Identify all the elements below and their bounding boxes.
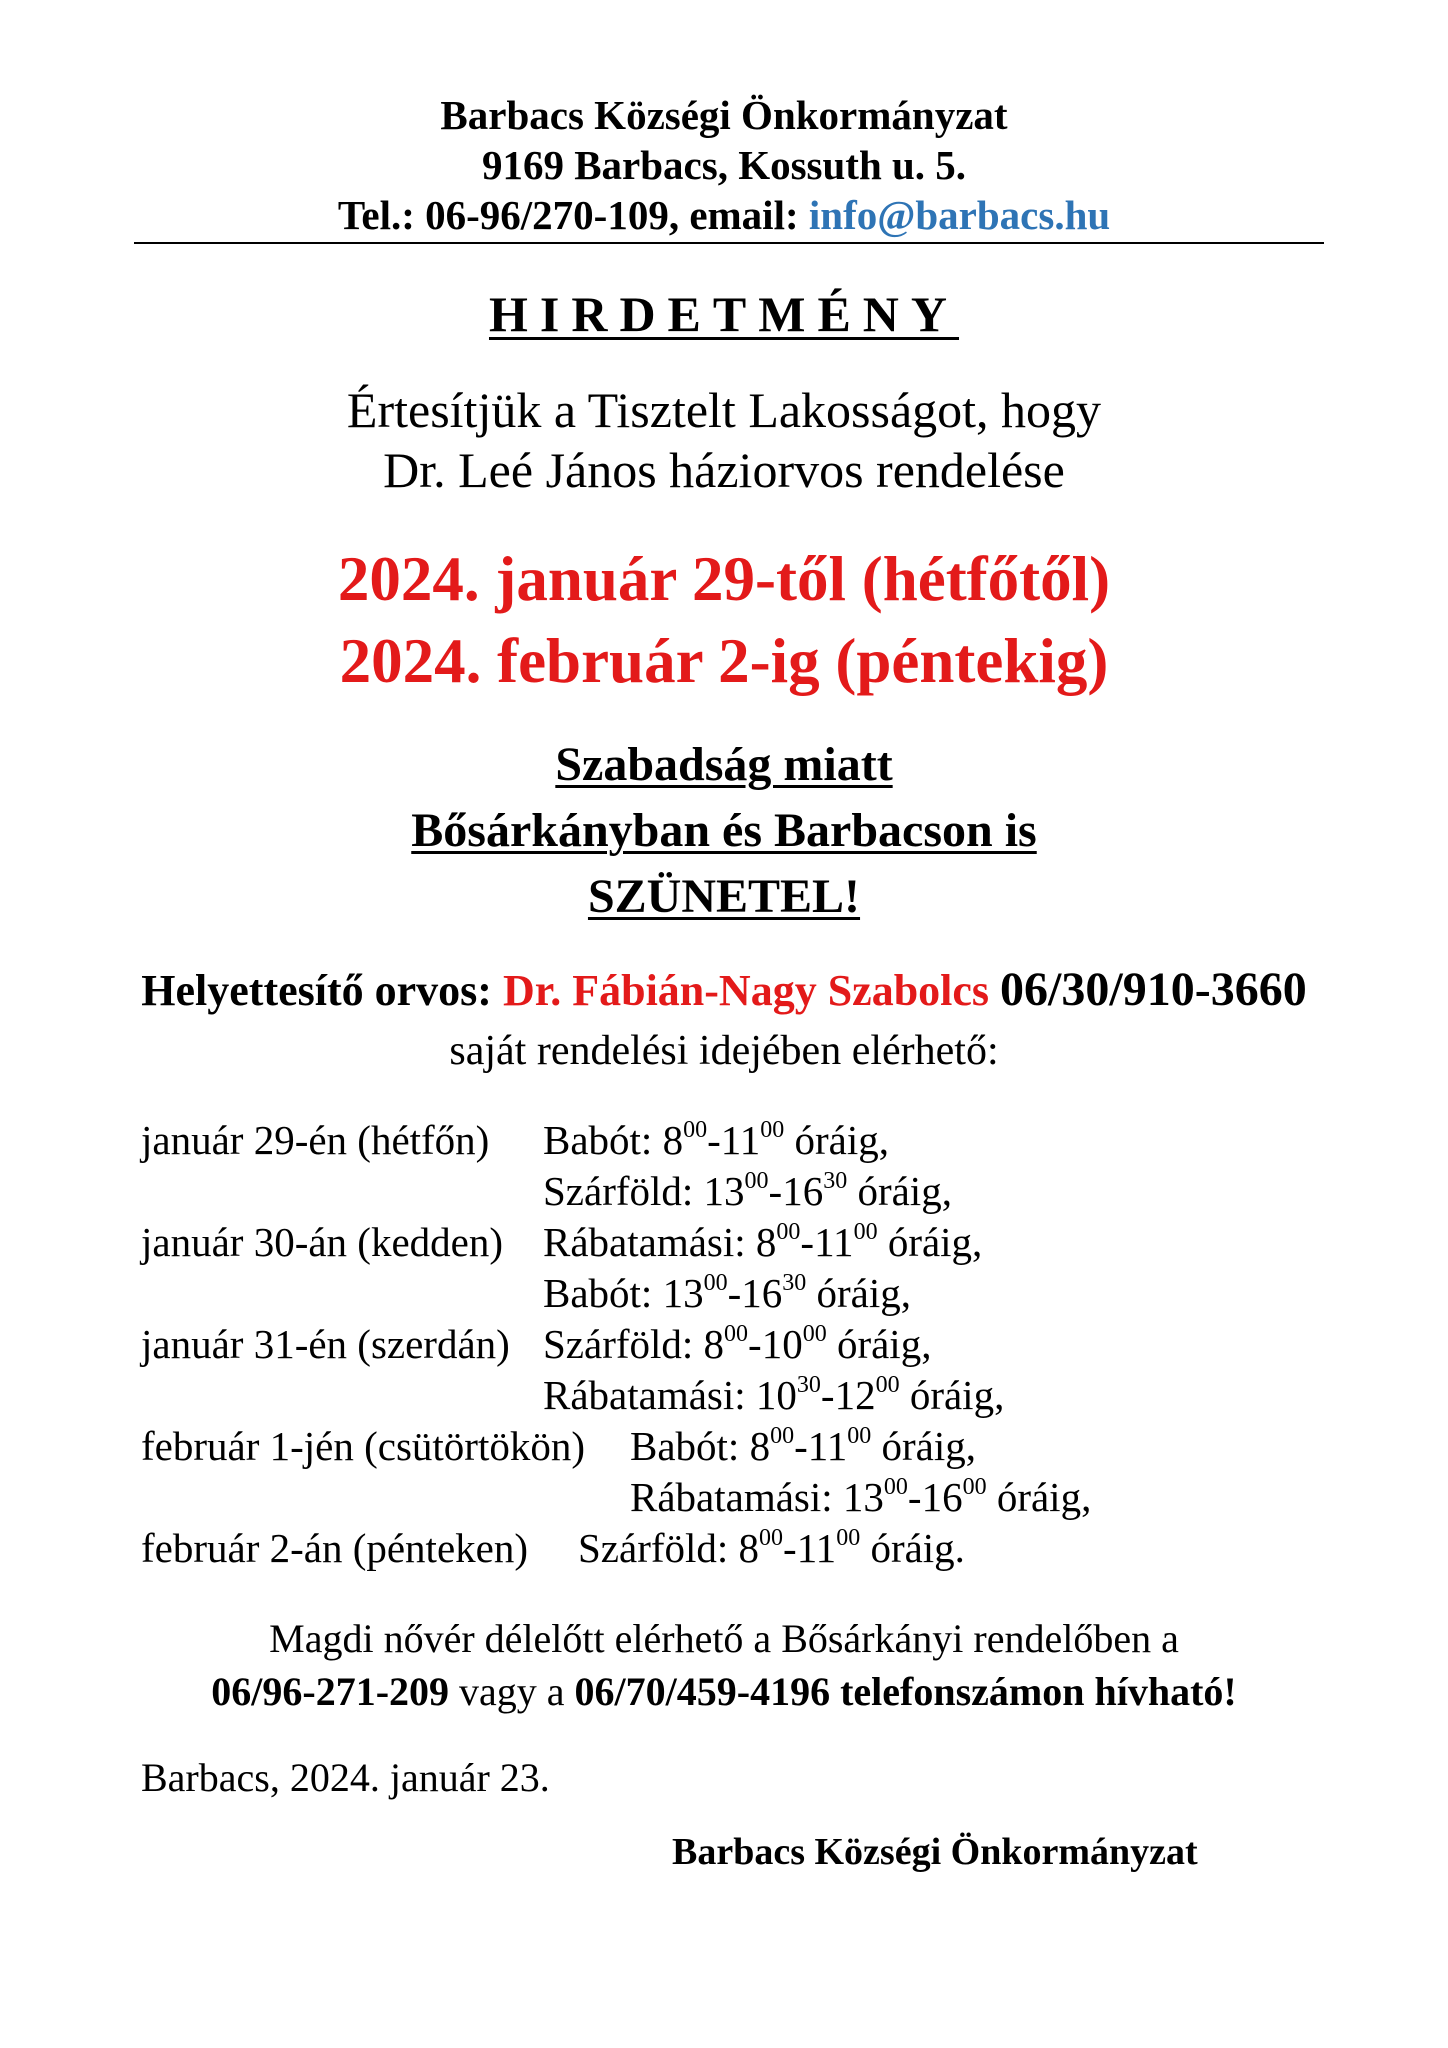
- dateline: Barbacs, 2024. január 23.: [141, 1755, 550, 1800]
- time-to-minute: 30: [823, 1168, 848, 1194]
- schedule-place: Babót:: [630, 1423, 740, 1469]
- schedule-suffix: óráig,: [996, 1474, 1092, 1520]
- schedule-suffix: óráig,: [857, 1168, 952, 1214]
- nurse-phone-2: 06/70/459-4196: [574, 1669, 831, 1714]
- time-to-minute: 00: [962, 1474, 987, 1500]
- time-to-hour: 11: [720, 1117, 761, 1163]
- schedule-slot: Rábatamási: $10^{30}-12^{00}$ óráig,: [543, 1372, 1005, 1418]
- schedule-place: Rábatamási:: [630, 1474, 833, 1520]
- closure-line-1: Szabadság miatt: [555, 738, 893, 791]
- intro-line-2: Dr. Leé János háziorvos rendelése: [383, 442, 1065, 498]
- schedule-place: Babót:: [543, 1270, 653, 1316]
- schedule-slot: Babót: $13^{00}-16^{30}$ óráig,: [543, 1270, 911, 1316]
- time-to-minute: 00: [836, 1525, 861, 1551]
- schedule-suffix: óráig,: [794, 1117, 889, 1163]
- time-to-minute: 00: [875, 1372, 900, 1398]
- time-from-hour: 8: [738, 1525, 760, 1571]
- schedule-suffix: óráig,: [836, 1321, 932, 1367]
- schedule-suffix: óráig.: [870, 1525, 965, 1571]
- time-to-hour: 11: [807, 1423, 848, 1469]
- date-from: 2024. január 29-től (hétfőtől): [337, 544, 1111, 614]
- schedule-place: Szárföld:: [578, 1525, 729, 1571]
- time-from-hour: 13: [842, 1474, 884, 1520]
- time-to-hour: 16: [921, 1474, 963, 1520]
- closure-line-2: Bősárkányban és Barbacson is: [411, 804, 1037, 857]
- schedule-day: január 31-én (szerdán): [141, 1321, 510, 1367]
- time-from-hour: 13: [662, 1270, 704, 1316]
- org-address: 9169 Barbacs, Kossuth u. 5.: [481, 142, 967, 188]
- schedule-place: Szárföld:: [543, 1168, 694, 1214]
- page-title: HIRDETMÉNY: [488, 286, 960, 342]
- time-from-minute: 00: [744, 1168, 769, 1194]
- header-divider: [134, 242, 1324, 244]
- schedule-suffix: óráig,: [816, 1270, 911, 1316]
- nurse-line-1: Magdi nővér délelőtt elérhető a Bősárkányi rendelőben a: [269, 1616, 1179, 1661]
- substitute-availability: saját rendelési idejében elérhető:: [449, 1028, 999, 1074]
- time-from-hour: 8: [703, 1321, 725, 1367]
- closure-line-3: SZÜNETEL!: [587, 870, 861, 923]
- time-from-minute: 00: [770, 1423, 795, 1449]
- schedule-slot: Babót: $8^{00}-11^{00}$ óráig,: [543, 1117, 889, 1163]
- time-from-minute: 00: [703, 1270, 728, 1296]
- schedule-suffix: óráig,: [881, 1423, 976, 1469]
- date-to: 2024. február 2-ig (péntekig): [339, 626, 1109, 696]
- schedule-day: február 1-jén (csütörtökön): [141, 1423, 585, 1469]
- nurse-tail: telefonszámon hívható!: [840, 1669, 1237, 1714]
- time-to-minute: 30: [782, 1270, 807, 1296]
- schedule-place: Rábatamási:: [543, 1219, 746, 1265]
- schedule-suffix: óráig,: [887, 1219, 983, 1265]
- schedule-day: január 29-én (hétfőn): [141, 1117, 490, 1163]
- time-from-hour: 8: [755, 1219, 777, 1265]
- time-to-minute: 00: [847, 1423, 872, 1449]
- substitute-phone: 06/30/910-3660: [1000, 963, 1307, 1016]
- nurse-phone-1: 06/96-271-209: [211, 1669, 450, 1714]
- time-from-minute: 00: [724, 1321, 749, 1347]
- substitute-label: Helyettesítő orvos:: [141, 966, 492, 1015]
- time-to-hour: 16: [782, 1168, 824, 1214]
- time-to-hour: 16: [741, 1270, 783, 1316]
- schedule-place: Szárföld:: [543, 1321, 694, 1367]
- signature: Barbacs Községi Önkormányzat: [672, 1831, 1198, 1873]
- schedule-slot: Szárföld: $8^{00}-11^{00}$ óráig.: [578, 1525, 965, 1571]
- schedule-slot: Szárföld: $8^{00}-10^{00}$ óráig,: [543, 1321, 932, 1367]
- time-from-minute: 00: [883, 1474, 908, 1500]
- schedule-day: január 30-án (kedden): [141, 1219, 503, 1265]
- time-to-minute: 00: [760, 1117, 785, 1143]
- substitute-name: Dr. Fábián-Nagy Szabolcs: [502, 966, 990, 1015]
- time-to-minute: 00: [802, 1321, 827, 1347]
- schedule-suffix: óráig,: [909, 1372, 1005, 1418]
- email-link[interactable]: info@barbacs.hu: [808, 192, 1111, 238]
- contact-line: [0, 190, 1448, 240]
- time-to-hour: 11: [796, 1525, 837, 1571]
- schedule-place: Rábatamási:: [543, 1372, 746, 1418]
- schedule-slot: Szárföld: $13^{00}-16^{30}$ óráig,: [543, 1168, 952, 1214]
- schedule-place: Babót:: [543, 1117, 653, 1163]
- schedule-day: február 2-án (pénteken): [141, 1525, 528, 1571]
- time-from-minute: 00: [776, 1219, 801, 1245]
- schedule-slot: Babót: $8^{00}-11^{00}$ óráig,: [630, 1423, 976, 1469]
- time-to-hour: 12: [834, 1372, 876, 1418]
- time-to-hour: 10: [761, 1321, 803, 1367]
- time-from-hour: 8: [662, 1117, 684, 1163]
- substitute-doctor: [0, 962, 1448, 1017]
- time-from-minute: 00: [683, 1117, 708, 1143]
- time-to-hour: 11: [814, 1219, 854, 1265]
- time-from-hour: 10: [755, 1372, 797, 1418]
- time-from-hour: 13: [703, 1168, 745, 1214]
- schedule-slot: Rábatamási: $8^{00}-11^{00}$ óráig,: [543, 1219, 983, 1265]
- intro-line-1: Értesítjük a Tisztelt Lakosságot, hogy: [346, 382, 1102, 438]
- nurse-line-2: [0, 1665, 1448, 1718]
- org-name: Barbacs Községi Önkormányzat: [440, 92, 1008, 138]
- time-from-minute: 00: [759, 1525, 784, 1551]
- phone-email-label: Tel.: 06-96/270-109, email:: [337, 192, 799, 238]
- time-to-minute: 00: [853, 1219, 878, 1245]
- time-from-hour: 8: [749, 1423, 771, 1469]
- schedule-slot: Rábatamási: $13^{00}-16^{00}$ óráig,: [630, 1474, 1092, 1520]
- time-from-minute: 30: [796, 1372, 821, 1398]
- nurse-middle: vagy a: [459, 1669, 565, 1714]
